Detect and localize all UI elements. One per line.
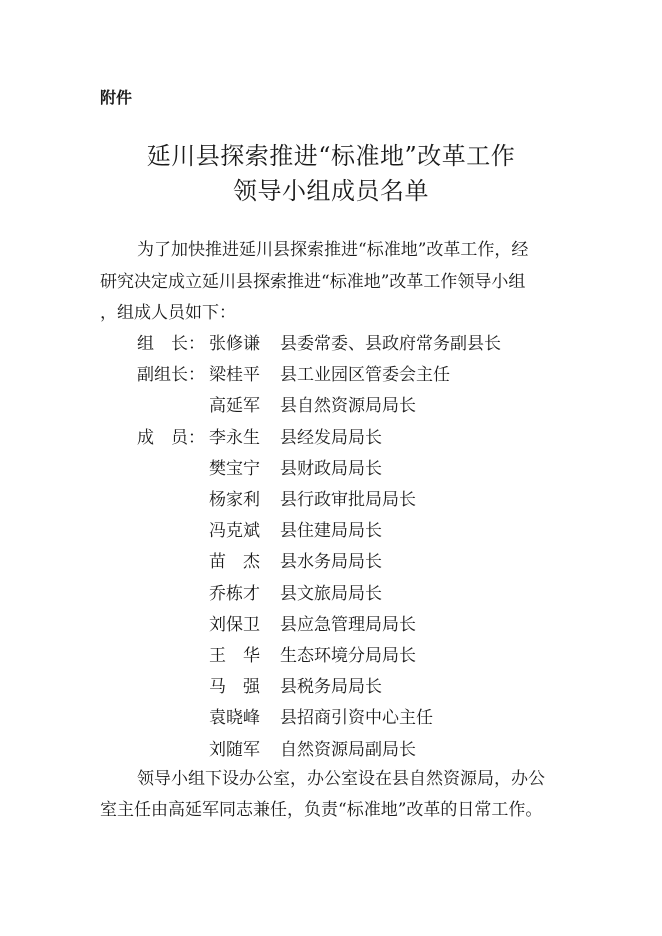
member-role: 成 员： [137, 428, 205, 448]
member-position: 县自然资源局局长 [280, 396, 416, 416]
member-position: 县工业园区管委会主任 [280, 365, 450, 385]
member-name: 高延军 [209, 396, 260, 416]
member-role: 副组长： [137, 365, 205, 385]
member-position: 县文旅局局长 [280, 584, 382, 604]
member-name: 李永生 [209, 428, 260, 448]
intro-line: 为了加快推进延川县探索推进“标准地”改革工作，经 [137, 240, 529, 260]
member-position: 县应急管理局局长 [280, 615, 416, 635]
member-row [0, 520, 662, 542]
member-name: 刘随军 [209, 740, 260, 760]
member-row [0, 551, 662, 573]
member-row [0, 395, 662, 417]
member-row [0, 333, 662, 355]
member-row [0, 614, 662, 636]
member-name: 杨家利 [209, 490, 260, 510]
member-position: 县水务局局长 [280, 552, 382, 572]
member-name: 乔栋才 [209, 584, 260, 604]
intro-line: 研究决定成立延川县探索推进“标准地”改革工作领导小组 [100, 272, 526, 292]
member-position: 县住建局局长 [280, 521, 382, 541]
member-position: 县财政局局长 [280, 459, 382, 479]
intro-line: ，组成人员如下： [100, 303, 236, 323]
member-position: 县委常委、县政府常务副县长 [280, 334, 501, 354]
member-row [0, 739, 662, 761]
member-position: 县行政审批局局长 [280, 490, 416, 510]
member-name: 马 强 [209, 677, 260, 697]
member-name: 王 华 [209, 646, 260, 666]
member-name: 梁桂平 [209, 365, 260, 385]
closing-line: 室主任由高延军同志兼任，负责“标准地”改革的日常工作。 [100, 800, 543, 820]
member-name: 张修谦 [209, 334, 260, 354]
member-name: 苗 杰 [209, 552, 260, 572]
closing-line: 领导小组下设办公室，办公室设在县自然资源局，办公 [137, 769, 545, 789]
member-name: 刘保卫 [209, 615, 260, 635]
member-position: 生态环境分局局长 [280, 646, 416, 666]
member-role: 组 长： [137, 334, 205, 354]
member-name: 冯克斌 [209, 521, 260, 541]
member-name: 樊宝宁 [209, 459, 260, 479]
member-row [0, 427, 662, 449]
member-row [0, 489, 662, 511]
member-row [0, 645, 662, 667]
member-row [0, 707, 662, 729]
title-line-1: 延川县探索推进“标准地”改革工作 [146, 142, 516, 170]
member-position: 县经发局局长 [280, 428, 382, 448]
member-name: 袁晓峰 [209, 708, 260, 728]
member-position: 县招商引资中心主任 [280, 708, 433, 728]
member-position: 自然资源局副局长 [280, 740, 416, 760]
title-line-2: 领导小组成员名单 [233, 177, 429, 205]
attachment-label: 附件 [100, 88, 133, 107]
member-row [0, 676, 662, 698]
member-row [0, 458, 662, 480]
member-row [0, 583, 662, 605]
member-position: 县税务局局长 [280, 677, 382, 697]
member-row [0, 364, 662, 386]
